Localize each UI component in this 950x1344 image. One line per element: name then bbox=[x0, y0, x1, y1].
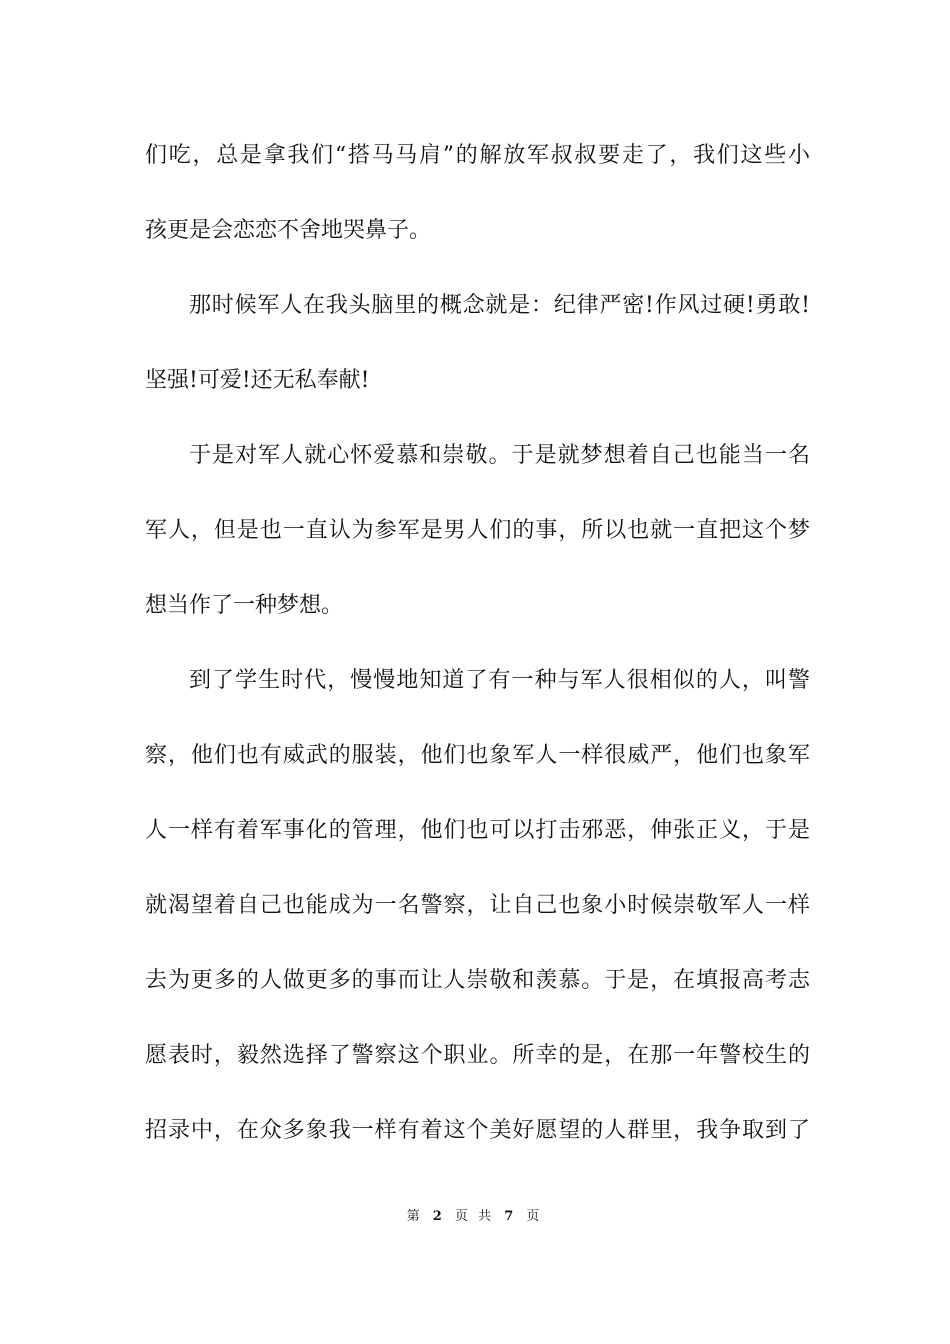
paragraph-start-line: 于是对军人就心怀爱慕和崇敬。于是就梦想着自己也能当一名 bbox=[189, 443, 810, 468]
text-line: 察，他们也有威武的服装，他们也象军人一样很威严，他们也象军 bbox=[145, 743, 810, 768]
text-line: 人一样有着军事化的管理，他们也可以打击邪恶，伸张正义，于是 bbox=[145, 818, 810, 843]
footer-suffix: 页 bbox=[526, 1209, 541, 1224]
text-line: 孩更是会恋恋不舍地哭鼻子。 bbox=[145, 218, 432, 243]
text-line: 坚强!可爱!还无私奉献! bbox=[145, 368, 370, 393]
footer-page-number: 2 bbox=[432, 1209, 443, 1224]
text-line: 就渴望着自己也能成为一名警察，让自己也象小时候崇敬军人一样 bbox=[145, 893, 810, 918]
text-line: 愿表时，毅然选择了警察这个职业。所幸的是，在那一年警校生的 bbox=[145, 1043, 810, 1068]
paragraph-start-line: 那时候军人在我头脑里的概念就是：纪律严密!作风过硬!勇敢! bbox=[189, 293, 810, 318]
text-line: 想当作了一种梦想。 bbox=[145, 593, 344, 618]
footer-prefix: 第 bbox=[406, 1209, 421, 1224]
text-line: 军人，但是也一直认为参军是男人们的事，所以也就一直把这个梦 bbox=[145, 518, 810, 543]
paragraph-start-line: 到了学生时代，慢慢地知道了有一种与军人很相似的人，叫警 bbox=[189, 668, 810, 693]
text-line: 去为更多的人做更多的事而让人崇敬和羡慕。于是，在填报高考志 bbox=[145, 968, 810, 993]
footer-middle: 页 共 bbox=[454, 1209, 493, 1224]
footer-total-pages: 7 bbox=[504, 1209, 515, 1224]
page-footer bbox=[0, 1208, 950, 1226]
text-line: 招录中，在众多象我一样有着这个美好愿望的人群里，我争取到了 bbox=[145, 1118, 810, 1143]
text-line: 们吃，总是拿我们“搭马马肩”的解放军叔叔要走了，我们这些小 bbox=[145, 143, 810, 168]
